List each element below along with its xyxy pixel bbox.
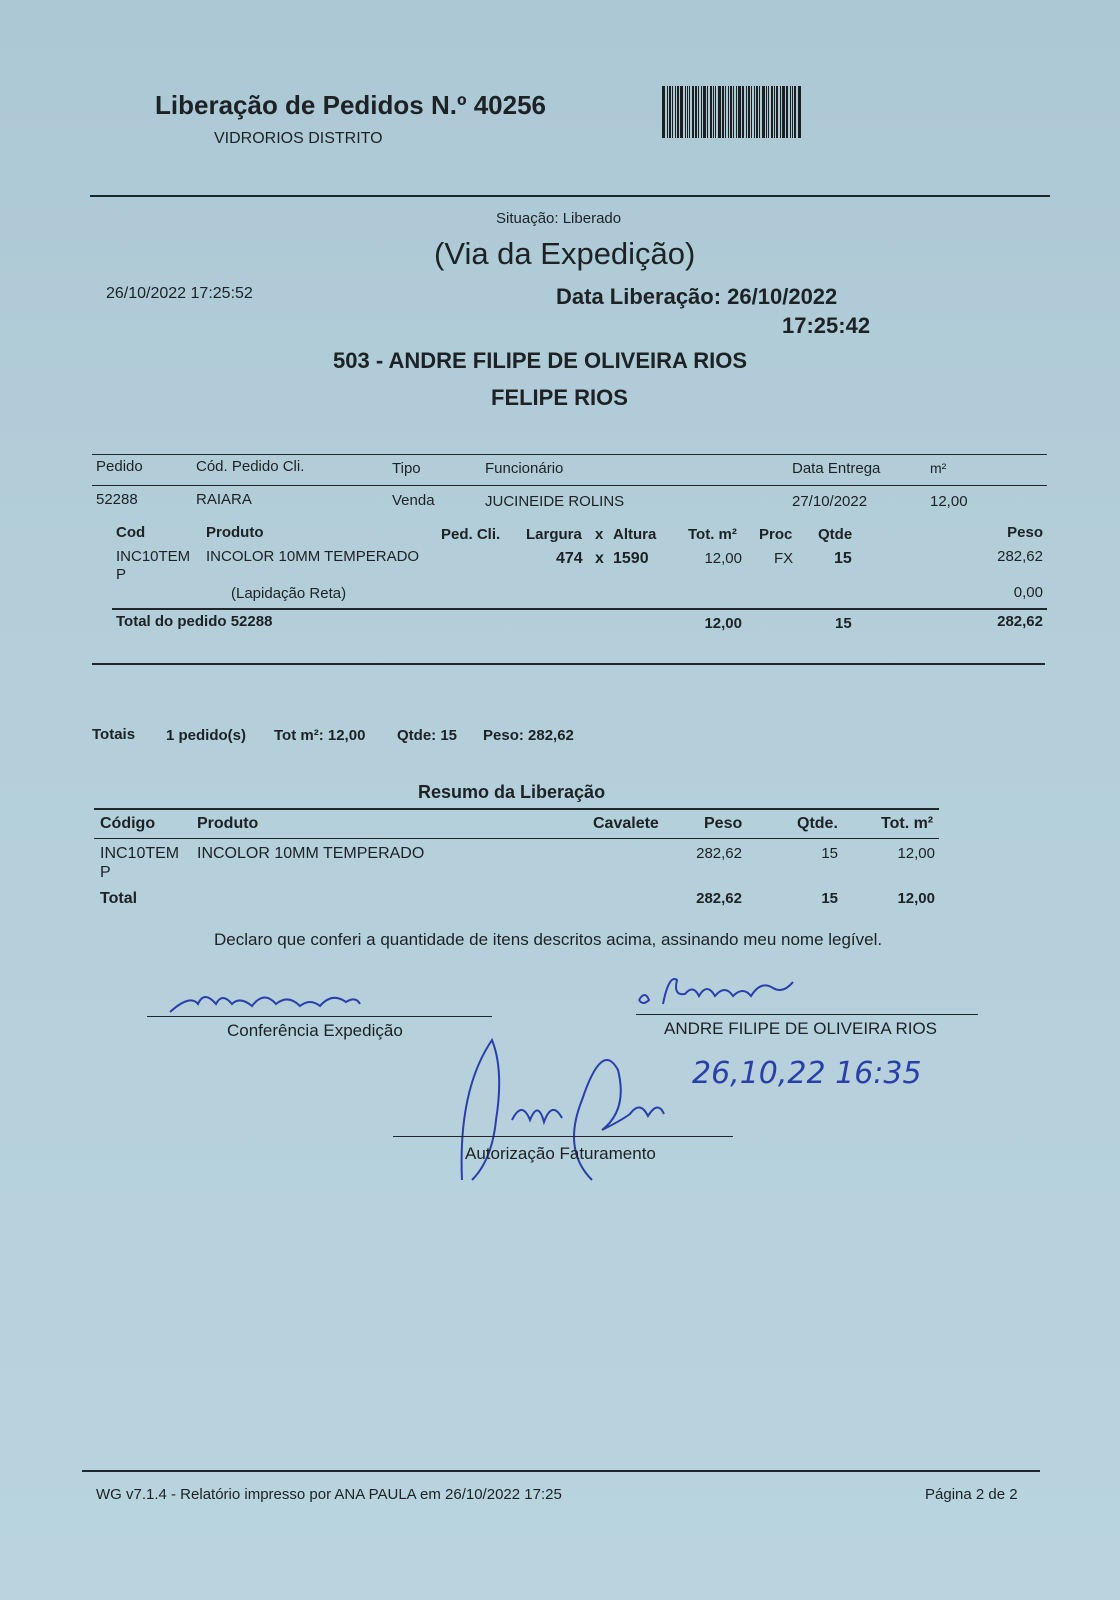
barcode-bar	[695, 86, 697, 138]
barcode-bar	[766, 86, 767, 138]
barcode-bar	[715, 86, 716, 138]
barcode-bar	[703, 86, 706, 138]
order-section-bottom-rule	[92, 663, 1045, 665]
col-header-data-entrega: Data Entrega	[792, 460, 881, 477]
item-header-produto: Produto	[206, 524, 264, 541]
resumo-header-produto: Produto	[197, 815, 259, 832]
footer-rule	[82, 1470, 1040, 1472]
barcode-bar	[662, 86, 665, 138]
barcode-bar	[728, 86, 729, 138]
sub-item-peso: 0,00	[1013, 584, 1043, 601]
col-header-cod-pedido-cli: Cód. Pedido Cli.	[196, 458, 305, 475]
barcode-bar	[786, 86, 788, 138]
barcode-bar	[798, 86, 801, 138]
barcode-bar	[746, 86, 747, 138]
resumo-total-label: Total	[100, 890, 138, 907]
order-pedido: 52288	[96, 491, 138, 508]
item-cod-line2: P	[116, 566, 127, 583]
barcode-bar	[792, 86, 793, 138]
printed-datetime: 26/10/2022 17:25:52	[106, 285, 253, 302]
item-header-tot-m2: Tot. m²	[688, 526, 737, 543]
barcode-bar	[762, 86, 765, 138]
barcode-bar	[687, 86, 688, 138]
data-liberacao: Data Liberação: 26/10/2022	[556, 284, 838, 309]
resumo-tot-m2: 12,00	[897, 845, 935, 862]
barcode-bar	[672, 86, 673, 138]
conferencia-signature	[160, 984, 370, 1018]
company-name: VIDRORIOS DISTRITO	[214, 130, 383, 147]
via-title: (Via da Expedição)	[434, 236, 696, 271]
document-title: Liberação de Pedidos N.º 40256	[155, 90, 546, 120]
barcode-bar	[759, 86, 760, 138]
client-alias: FELIPE RIOS	[491, 385, 628, 410]
item-header-altura: Altura	[613, 526, 657, 543]
conferencia-line	[147, 1016, 492, 1017]
resumo-produto: INCOLOR 10MM TEMPERADO	[197, 845, 425, 862]
declaration-text: Declaro que conferi a quantidade de itens descritos acima, assinando meu nome legível.	[214, 930, 883, 949]
barcode-bar	[738, 86, 741, 138]
barcode-bar	[718, 86, 721, 138]
item-header-peso: Peso	[1007, 524, 1043, 541]
resumo-peso: 282,62	[696, 845, 742, 862]
barcode-bar	[689, 86, 690, 138]
order-total-qtde: 15	[835, 615, 852, 632]
resumo-total-qtde: 15	[821, 890, 838, 907]
totais-label: Totais	[92, 726, 136, 743]
client-signature-line	[636, 1014, 978, 1015]
autorizacao-signature	[452, 1030, 672, 1190]
item-x: x	[595, 550, 604, 567]
order-total-peso: 282,62	[997, 613, 1043, 630]
resumo-title: Resumo da Liberação	[418, 782, 606, 802]
item-header-largura: Largura	[526, 526, 582, 543]
barcode-bar	[782, 86, 785, 138]
barcode-bar	[698, 86, 699, 138]
totais-pedidos: 1 pedido(s)	[166, 727, 247, 744]
item-header-x: x	[595, 526, 604, 543]
resumo-codigo-line2: P	[100, 864, 111, 881]
resumo-header-cavalete: Cavalete	[593, 815, 659, 832]
barcode-bar	[710, 86, 712, 138]
barcode-bar	[780, 86, 781, 138]
barcode-bar	[733, 86, 734, 138]
item-header-proc: Proc	[759, 526, 793, 543]
barcode-bar	[768, 86, 769, 138]
barcode-bar	[680, 86, 683, 138]
barcode-bar	[730, 86, 732, 138]
barcode-bar	[774, 86, 775, 138]
handwritten-date: 26,10,22 16:35	[692, 1056, 922, 1091]
barcode-bar	[756, 86, 758, 138]
client-signature-label: ANDRE FILIPE DE OLIVEIRA RIOS	[664, 1019, 938, 1038]
barcode-bar	[685, 86, 686, 138]
item-header-cod: Cod	[116, 524, 146, 541]
item-largura: 474	[556, 550, 583, 567]
order-table-top-rule	[92, 454, 1047, 455]
item-header-qtde: Qtde	[818, 526, 853, 543]
resumo-top-rule	[94, 808, 939, 810]
barcode-bar	[692, 86, 694, 138]
item-qtde: 15	[834, 550, 852, 567]
footer-report-info: WG v7.1.4 - Relatório impresso por ANA PAULA em 26/10/2022 17:25	[96, 1486, 562, 1503]
barcode-bar	[725, 86, 726, 138]
order-funcionario: JUCINEIDE ROLINS	[485, 493, 625, 510]
resumo-header-qtde: Qtde.	[797, 815, 838, 832]
barcode-bar	[707, 86, 708, 138]
barcode-bar	[751, 86, 752, 138]
order-table-header-rule	[92, 485, 1047, 486]
situacao-text: Situação: Liberado	[496, 210, 622, 227]
col-header-tipo: Tipo	[392, 460, 421, 477]
totais-qtde: Qtde: 15	[397, 727, 458, 744]
barcode-bar	[790, 86, 791, 138]
barcode-bar	[748, 86, 750, 138]
barcode-bar	[754, 86, 755, 138]
barcode-bar	[776, 86, 778, 138]
col-header-funcionario: Funcionário	[485, 460, 564, 477]
col-header-m2: m²	[930, 460, 947, 476]
barcode-bar	[736, 86, 737, 138]
order-m2: 12,00	[930, 493, 968, 510]
conferencia-label: Conferência Expedição	[227, 1021, 403, 1040]
resumo-codigo-line1: INC10TEM	[100, 845, 180, 862]
item-altura: 1590	[613, 550, 649, 567]
resumo-total-peso: 282,62	[696, 890, 742, 907]
barcode-bar	[701, 86, 702, 138]
barcode-bar	[713, 86, 714, 138]
order-data-entrega: 27/10/2022	[792, 493, 868, 510]
barcode-image	[662, 86, 832, 138]
header-divider	[90, 195, 1050, 197]
barcode-bar	[722, 86, 724, 138]
resumo-total-tot-m2: 12,00	[897, 890, 935, 907]
order-tipo: Venda	[392, 492, 435, 509]
resumo-qtde: 15	[821, 845, 838, 862]
footer-page-number: Página 2 de 2	[925, 1486, 1018, 1503]
item-cod-line1: INC10TEM	[116, 548, 191, 565]
autorizacao-label: Autorização Faturamento	[465, 1144, 656, 1163]
resumo-header-rule	[94, 838, 939, 839]
order-total-rule	[112, 608, 1047, 610]
data-liberacao-time: 17:25:42	[782, 313, 871, 338]
order-cod-pedido-cli: RAIARA	[196, 491, 252, 508]
order-total-label: Total do pedido 52288	[116, 613, 273, 630]
order-total-tot-m2: 12,00	[704, 615, 742, 632]
sub-item-produto: (Lapidação Reta)	[231, 585, 347, 602]
resumo-header-codigo: Código	[100, 815, 156, 832]
item-header-ped-cli: Ped. Cli.	[441, 526, 501, 543]
barcode-bar	[742, 86, 744, 138]
totais-tot-m2: Tot m²: 12,00	[274, 727, 366, 744]
item-produto: INCOLOR 10MM TEMPERADO	[206, 548, 420, 565]
col-header-pedido: Pedido	[96, 458, 143, 475]
barcode-bar	[675, 86, 676, 138]
item-tot-m2: 12,00	[704, 550, 742, 567]
resumo-header-peso: Peso	[704, 815, 743, 832]
item-peso: 282,62	[997, 548, 1043, 565]
client-signature	[633, 966, 803, 1016]
barcode-bar	[794, 86, 796, 138]
barcode-bar	[669, 86, 671, 138]
autorizacao-line	[393, 1136, 733, 1137]
item-proc: FX	[774, 550, 794, 567]
totais-peso: Peso: 282,62	[483, 727, 574, 744]
barcode-bar	[667, 86, 668, 138]
resumo-header-tot-m2: Tot. m²	[881, 815, 934, 832]
barcode-bar	[771, 86, 773, 138]
client-name: 503 - ANDRE FILIPE DE OLIVEIRA RIOS	[333, 348, 747, 373]
barcode-bar	[677, 86, 679, 138]
